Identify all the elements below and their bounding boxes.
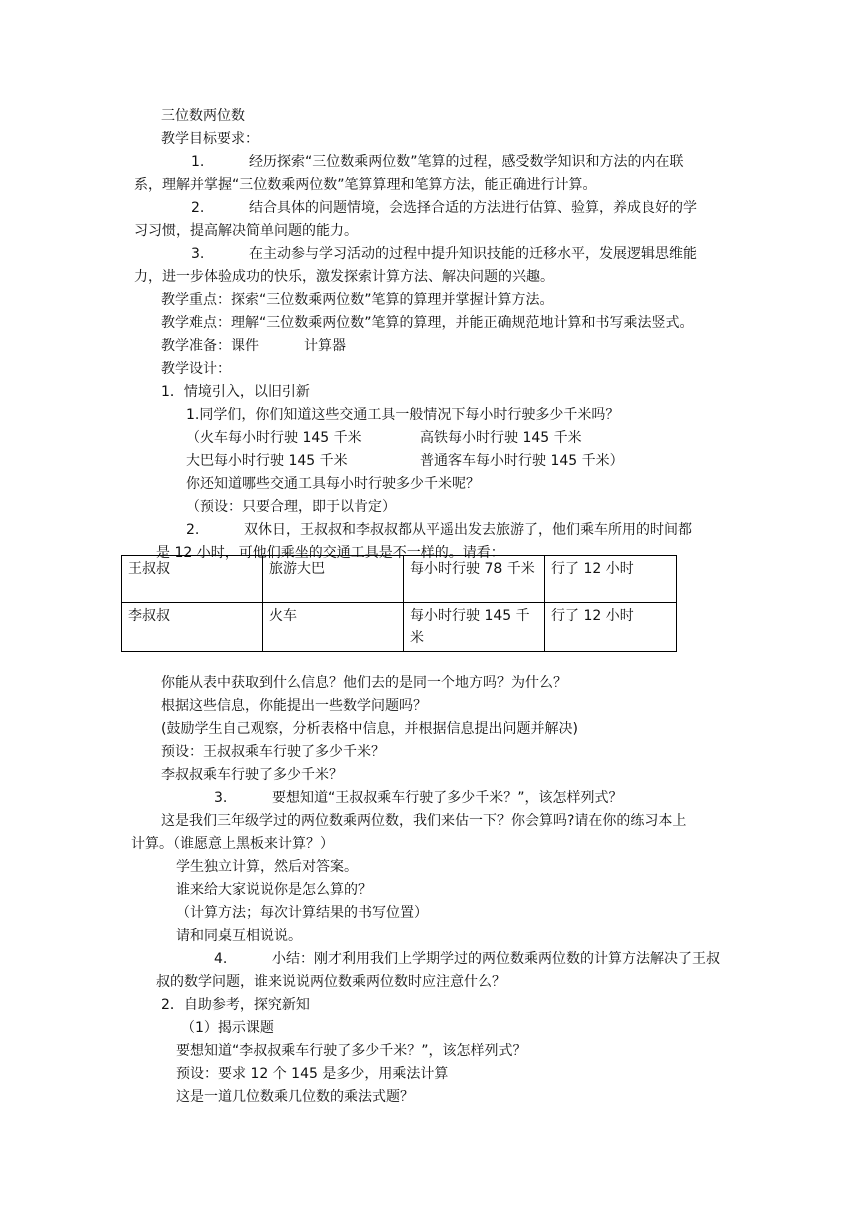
section-2-line-1: 要想知道“李叔叔乘车行驶了多少千米？”，该怎样列式？ — [176, 1043, 527, 1059]
section-2-subheading: （1）揭示课题 — [181, 1020, 274, 1036]
paragraph-2-number: 2. — [186, 522, 200, 538]
table-cell-name: 王叔叔 — [122, 556, 263, 603]
goal-1-line1 — [191, 153, 684, 171]
table-cell-vehicle: 火车 — [263, 603, 404, 652]
paragraph-2-text: 双休日，王叔叔和李叔叔都从平遥出发去旅游了，他们乘车所用的时间都 — [244, 522, 692, 538]
goal-2-line1 — [191, 199, 697, 217]
goal-3-text: 在主动参与学习活动的过程中提升知识技能的迁移水平，发展逻辑思维能 — [249, 246, 697, 262]
paragraph-4-text: 小结：刚才利用我们上学期学过的两位数乘两位数的计算方法解决了王叔 — [272, 951, 720, 967]
speed-highspeed: 高铁每小时行驶 145 千米 — [420, 430, 582, 446]
after-table-line-5: 李叔叔乘车行驶了多少千米？ — [161, 767, 343, 783]
key-point: 教学重点：探索“三位数乘两位数”笔算的算理并掌握计算方法。 — [161, 292, 554, 308]
goal-1-line2: 系，理解并掌握“三位数乘两位数”笔算算理和笔算方法，能正确进行计算。 — [134, 177, 597, 193]
goal-1-number: 1. — [191, 154, 205, 170]
table-cell-speed: 每小时行驶 78 千米 — [404, 556, 545, 603]
paragraph-4-line2: 叔的数学问题，谁来说说两位数乘两位数时应注意什么？ — [156, 974, 506, 990]
goals-heading: 教学目标要求： — [161, 131, 259, 147]
after-table-line-1: 你能从表中获取到什么信息？他们去的是同一个地方吗？为什么？ — [161, 675, 567, 691]
section-1-question-1: 1.同学们，你们知道这些交通工具一般情况下每小时行驶多少千米吗？ — [186, 407, 620, 423]
after-table-line-2: 根据这些信息，你能提出一些数学问题吗？ — [161, 698, 427, 714]
document-title: 三位数两位数 — [161, 108, 245, 124]
speed-coach: 普通客车每小时行驶 145 千米） — [420, 453, 624, 469]
paragraph-3c-line-1: 学生独立计算，然后对答案。 — [176, 859, 358, 875]
paragraph-2-line1 — [186, 521, 692, 539]
goal-2-number: 2. — [191, 200, 205, 216]
table-row — [122, 603, 677, 652]
section-1-preset: （预设：只要合理，即于以肯定） — [186, 499, 396, 515]
section-2-line-3: 这是一道几位数乘几位数的乘法式题？ — [176, 1089, 414, 1105]
speed-bus: 大巴每小时行驶 145 千米 — [186, 453, 348, 469]
paragraph-3b-line2: 计算。（谁愿意上黑板来计算？） — [131, 836, 334, 852]
paragraph-3c-line-2: 谁来给大家说说你是怎么算的？ — [176, 882, 372, 898]
goal-2-line2: 习习惯，提高解决简单问题的能力。 — [134, 223, 358, 239]
prep-label: 教学准备：课件 — [161, 338, 259, 354]
section-2-line-2: 预设：要求 12 个 145 是多少，用乘法计算 — [176, 1066, 449, 1082]
paragraph-3c-line-3: （计算方法；每次计算结果的书写位置） — [176, 905, 428, 921]
table-cell-speed: 每小时行驶 145 千米 — [404, 603, 545, 652]
table-row — [122, 556, 677, 603]
goal-3-line2: 力，进一步体验成功的快乐，激发探索计算方法、解决问题的兴趣。 — [134, 269, 554, 285]
goal-1-text: 经历探索“三位数乘两位数”笔算的过程，感受数学知识和方法的内在联 — [249, 154, 684, 170]
after-table-line-4: 预设：王叔叔乘车行驶了多少千米？ — [161, 744, 385, 760]
section-2-heading: 2．自助参考，探究新知 — [161, 997, 310, 1013]
paragraph-3 — [214, 789, 623, 807]
table-cell-name: 李叔叔 — [122, 603, 263, 652]
after-table-line-3: (鼓励学生自己观察，分析表格中信息，并根据信息提出问题并解决) — [161, 721, 578, 737]
prep-item: 计算器 — [304, 338, 346, 354]
travel-info-table — [121, 555, 677, 652]
goal-3-number: 3. — [191, 246, 205, 262]
table-cell-time: 行了 12 小时 — [545, 603, 677, 652]
paragraph-3c-line-4: 请和同桌互相说说。 — [176, 928, 302, 944]
design-heading: 教学设计： — [161, 361, 231, 377]
paragraph-4-line1 — [214, 950, 720, 968]
section-1-heading: 1．情境引入，以旧引新 — [161, 384, 310, 400]
difficulty: 教学难点：理解“三位数乘两位数”笔算的算理，并能正确规范地计算和书写乘法竖式。 — [161, 315, 694, 331]
paragraph-3-number: 3. — [214, 790, 228, 806]
paragraph-3-text: 要想知道“王叔叔乘车行驶了多少千米？”，该怎样列式？ — [272, 790, 623, 806]
paragraph-4-number: 4. — [214, 951, 228, 967]
speed-train: （火车每小时行驶 145 千米 — [186, 430, 362, 446]
goal-2-text: 结合具体的问题情境，会选择合适的方法进行估算、验算，养成良好的学 — [249, 200, 697, 216]
goal-3-line1 — [191, 245, 697, 263]
paragraph-3b-line1: 这是我们三年级学过的两位数乘两位数，我们来估一下？你会算吗?请在你的练习本上 — [161, 813, 687, 829]
paragraph-2-line2: 是 12 小时，可他们乘坐的交通工具是不一样的。请看： — [156, 545, 505, 561]
table-cell-time: 行了 12 小时 — [545, 556, 677, 603]
table-cell-vehicle: 旅游大巴 — [263, 556, 404, 603]
section-1-question-2: 你还知道哪些交通工具每小时行驶多少千米呢？ — [186, 476, 480, 492]
